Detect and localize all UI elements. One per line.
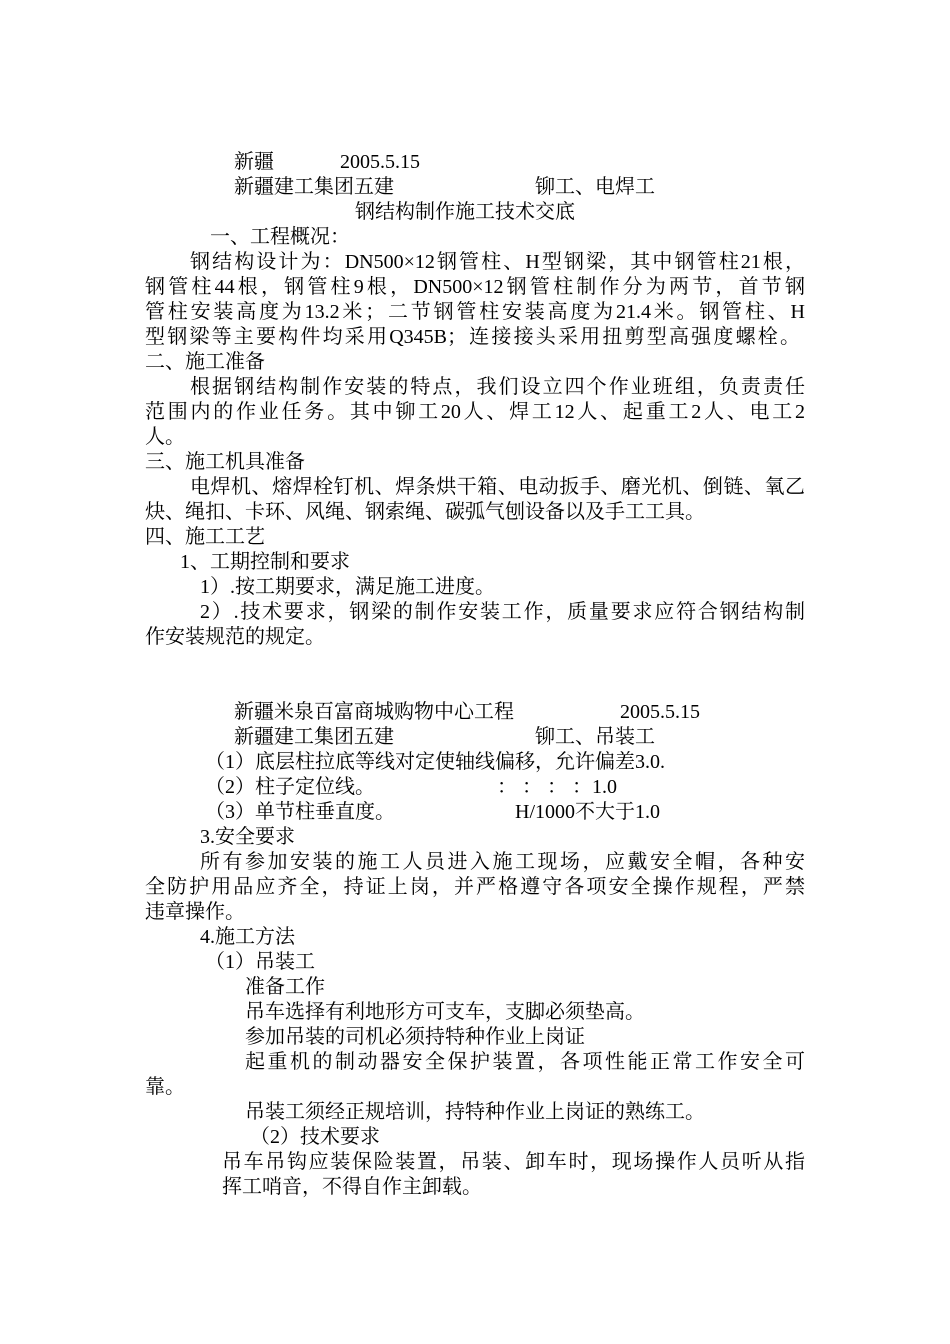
header1-company: 新疆建工集团五建 [234,176,394,198]
method-subheading: （1）吊装工 [205,951,315,973]
safety-line: 全防护用品应齐全，持证上岗，并严格遵守各项安全操作规程，严禁 [145,876,805,898]
tolerance-item: （2）柱子定位线。 [205,776,375,798]
tolerance-item: （1）底层柱拉底等线对定使轴线偏移，允许偏差3.0. [205,751,665,773]
tolerance-value: ： ： ： ：1.0 [497,776,617,798]
section1-heading: 一、工程概况： [210,226,350,248]
tolerance-item: （3）单节柱垂直度。 [205,801,395,823]
section2-heading: 二、施工准备 [145,351,265,373]
safety-line: 所有参加安装的施工人员进入施工现场，应戴安全帽，各种安 [200,851,805,873]
section3-line: 电焊机、熔焊栓钉机、焊条烘干箱、电动扳手、磨光机、倒链、氧乙 [190,476,805,498]
section1-line: 管柱安装高度为13.2米；二节钢管柱安装高度为21.4米。钢管柱、H [145,301,805,323]
section2-line: 根据钢结构制作安装的特点，我们设立四个作业班组，负责责任 [190,376,805,398]
tech-line: 挥工哨音，不得自作主卸载。 [222,1176,482,1198]
section1-line: 型钢梁等主要构件均采用Q345B；连接接头采用扭剪型高强度螺栓。 [145,326,800,348]
header2-project: 新疆米泉百富商城购物中心工程 [234,701,514,723]
header1-trades: 铆工、电焊工 [535,176,655,198]
method-heading: 4.施工方法 [200,926,295,948]
section4-subheading: 1、工期控制和要求 [180,551,350,573]
prep-line: 吊装工须经正规培训，持特种作业上岗证的熟练工。 [245,1101,705,1123]
prep-line: 吊车选择有利地形方可支车，支脚必须垫高。 [245,1001,645,1023]
header2-trades: 铆工、吊装工 [535,726,655,748]
section2-line: 范围内的作业任务。其中铆工20人、焊工12人、起重工2人、电工2 [145,401,805,423]
tech-line: 吊车吊钩应装保险装置，吊装、卸车时，现场操作人员听从指 [222,1151,805,1173]
section3-line: 炔、绳扣、卡环、风绳、钢索绳、碳弧气刨设备以及手工工具。 [145,501,705,523]
prep-line: 靠。 [145,1076,185,1098]
prep-heading: 准备工作 [245,976,325,998]
header2-date: 2005.5.15 [620,701,700,723]
document-title: 钢结构制作施工技术交底 [355,201,575,223]
safety-heading: 3.安全要求 [200,826,295,848]
section4-item: 作安装规范的规定。 [145,626,325,648]
header2-company: 新疆建工集团五建 [234,726,394,748]
safety-line: 违章操作。 [145,901,245,923]
section4-heading: 四、施工工艺 [145,526,265,548]
section1-line: 钢结构设计为：DN500×12钢管柱、H型钢梁，其中钢管柱21根， [190,251,805,273]
section3-heading: 三、施工机具准备 [145,451,305,473]
header1-date: 2005.5.15 [340,151,420,173]
prep-line: 参加吊装的司机必须持特种作业上岗证 [245,1026,585,1048]
section4-item: 1）.按工期要求，满足施工进度。 [200,576,495,598]
section4-item: 2）.技术要求，钢梁的制作安装工作，质量要求应符合钢结构制 [200,601,805,623]
section2-line: 人。 [145,426,185,448]
header1-location: 新疆 [234,151,274,173]
method-subheading: （2）技术要求 [250,1126,380,1148]
prep-line: 起重机的制动器安全保护装置，各项性能正常工作安全可 [245,1051,805,1073]
section1-line: 钢管柱44根，钢管柱9根，DN500×12钢管柱制作分为两节，首节钢 [145,276,805,298]
tolerance-value: H/1000不大于1.0 [515,801,660,823]
